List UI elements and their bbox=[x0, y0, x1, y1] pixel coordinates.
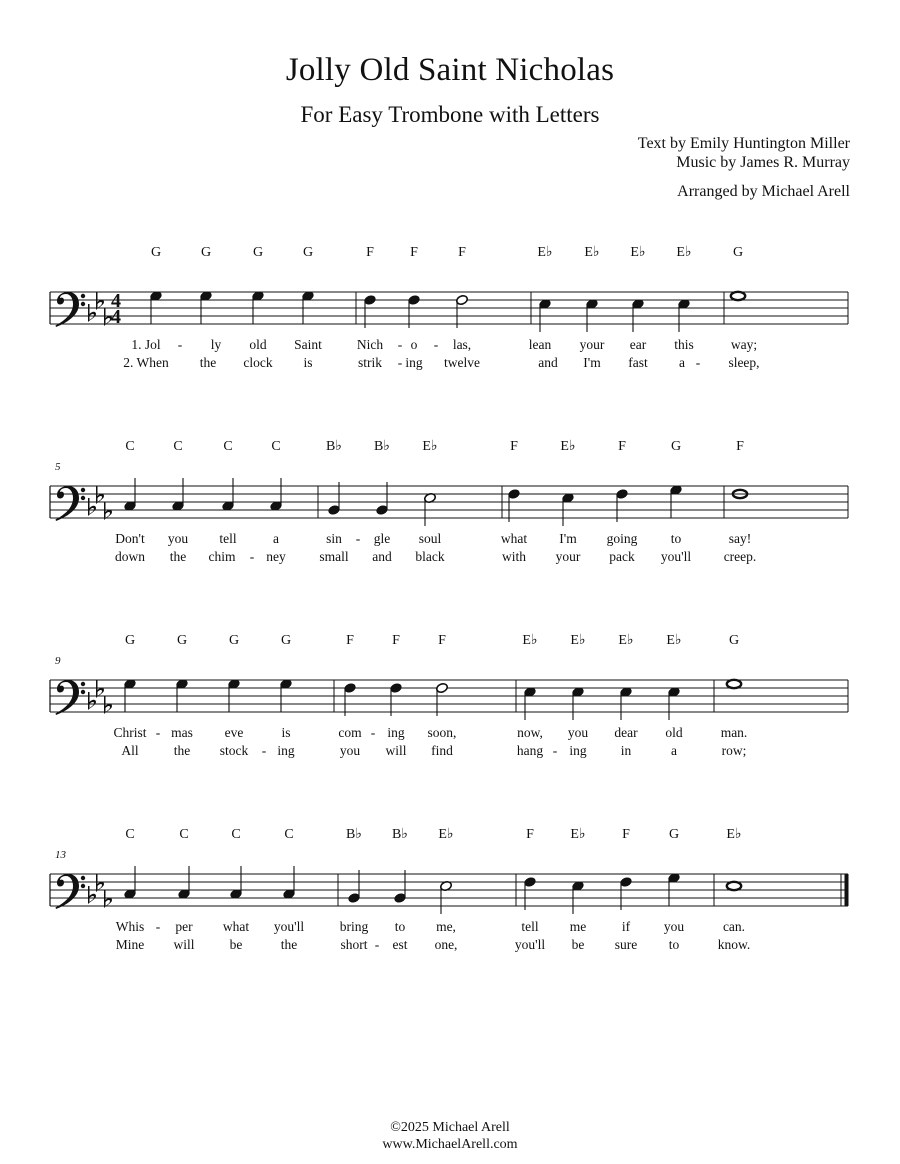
lyric-syllable: I'm bbox=[583, 355, 601, 370]
lyric-hyphen: - bbox=[155, 919, 161, 934]
note-letter: F bbox=[736, 439, 744, 454]
website-link[interactable]: www.MichaelArell.com bbox=[382, 1137, 518, 1152]
lyric-syllable: tell bbox=[219, 531, 237, 546]
lyric-syllable: Saint bbox=[294, 337, 322, 352]
lyric-syllable: row; bbox=[721, 743, 747, 758]
lyric-syllable: in bbox=[620, 743, 632, 758]
lyric-syllable: 2. When bbox=[123, 355, 169, 370]
lyric-hyphen: - bbox=[370, 725, 376, 740]
whole-note bbox=[727, 680, 741, 688]
lyric-hyphen: - bbox=[695, 355, 701, 370]
measure-number: 9 bbox=[55, 655, 61, 667]
lyric-syllable: lean bbox=[528, 337, 552, 352]
lyric-syllable: stock bbox=[219, 743, 249, 758]
lyric-syllable: know. bbox=[717, 937, 751, 952]
note-letter: F bbox=[410, 245, 418, 260]
note-letter: F bbox=[458, 245, 466, 260]
note-letter: G bbox=[200, 245, 212, 260]
note-letter: G bbox=[280, 633, 292, 648]
key-signature-flat-icon bbox=[96, 680, 104, 698]
lyric-syllable: pack bbox=[609, 549, 635, 564]
lyric-syllable: your bbox=[555, 549, 581, 564]
lyric-syllable: you bbox=[663, 919, 685, 934]
lyric-syllable: and bbox=[372, 549, 392, 564]
note-letter: F bbox=[346, 633, 354, 648]
lyric-syllable: gle bbox=[373, 531, 391, 546]
lyric-syllable: you bbox=[167, 531, 189, 546]
lyric-syllable: now, bbox=[517, 725, 543, 740]
note-letter: G bbox=[728, 633, 740, 648]
lyric-syllable: Don't bbox=[115, 531, 145, 546]
note-letter: G bbox=[252, 245, 264, 260]
lyric-syllable: bring bbox=[339, 919, 369, 934]
lyric-syllable: Mine bbox=[115, 937, 145, 952]
lyric-syllable: o bbox=[410, 337, 418, 352]
copyright-notice: ©2025 Michael Arell bbox=[390, 1120, 510, 1135]
lyric-syllable: the bbox=[199, 355, 217, 370]
song-subtitle: For Easy Trombone with Letters bbox=[300, 102, 600, 127]
lyric-syllable: eve bbox=[224, 725, 244, 740]
note-letter: G bbox=[732, 245, 744, 260]
whole-note bbox=[731, 292, 745, 300]
key-signature-flat-icon bbox=[96, 874, 104, 892]
arranger-credit: Arranged by Michael Arell bbox=[677, 183, 850, 200]
lyric-syllable: short bbox=[340, 937, 368, 952]
note-letter: B♭ bbox=[326, 439, 342, 454]
lyric-syllable: the bbox=[280, 937, 298, 952]
lyric-syllable: to bbox=[668, 937, 680, 952]
note-letter: C bbox=[284, 827, 294, 842]
lyric-syllable: be bbox=[229, 937, 243, 952]
lyric-syllable: ney bbox=[266, 549, 286, 564]
lyric-hyphen: - bbox=[355, 531, 361, 546]
note-letter: B♭ bbox=[346, 827, 362, 842]
note-letter: G bbox=[124, 633, 136, 648]
lyric-syllable: mas bbox=[171, 725, 193, 740]
key-signature-flat-icon bbox=[88, 498, 96, 516]
lyric-syllable: soul bbox=[418, 531, 442, 546]
lyric-syllable: Whis bbox=[115, 919, 145, 934]
lyric-hyphen: - bbox=[155, 725, 161, 740]
lyric-syllable: per bbox=[175, 919, 193, 934]
lyric-syllable: ly bbox=[210, 337, 222, 352]
key-signature-flat-icon bbox=[104, 502, 112, 520]
note-letter: E♭ bbox=[618, 633, 634, 648]
lyricist-credit: Text by Emily Huntington Miller bbox=[637, 135, 850, 152]
lyric-hyphen: - bbox=[433, 337, 439, 352]
note-letter: F bbox=[526, 827, 534, 842]
lyric-syllable: you'll bbox=[273, 919, 305, 934]
lyric-syllable: strik bbox=[357, 355, 383, 370]
lyric-syllable: 1. Jol bbox=[131, 337, 161, 352]
lyric-syllable: to bbox=[394, 919, 406, 934]
note-letter: E♭ bbox=[422, 439, 438, 454]
note-letter: E♭ bbox=[537, 245, 553, 260]
lyric-hyphen: - bbox=[249, 549, 255, 564]
lyric-syllable: ing bbox=[277, 743, 295, 758]
bass-clef-icon bbox=[56, 486, 86, 521]
lyric-syllable: a bbox=[679, 355, 685, 370]
lyric-syllable: one, bbox=[434, 937, 458, 952]
note-letter: C bbox=[179, 827, 189, 842]
note-letter: G bbox=[668, 827, 680, 842]
note-letter: E♭ bbox=[438, 827, 454, 842]
lyric-syllable: old bbox=[249, 337, 267, 352]
note-letter: E♭ bbox=[560, 439, 576, 454]
lyric-syllable: a bbox=[671, 743, 677, 758]
key-signature-flat-icon bbox=[96, 292, 104, 310]
lyric-syllable: las, bbox=[452, 337, 472, 352]
lyric-syllable: is bbox=[281, 725, 291, 740]
bass-clef-icon bbox=[56, 680, 86, 715]
lyric-syllable: you bbox=[339, 743, 361, 758]
lyric-syllable: hang bbox=[516, 743, 544, 758]
lyric-syllable: Nich bbox=[356, 337, 384, 352]
lyric-syllable: down bbox=[115, 549, 145, 564]
final-barline bbox=[845, 874, 849, 906]
key-signature-flat-icon bbox=[104, 696, 112, 714]
lyric-hyphen: - bbox=[261, 743, 267, 758]
lyric-syllable: me bbox=[569, 919, 587, 934]
note-letter: C bbox=[125, 439, 135, 454]
lyric-syllable: with bbox=[501, 549, 527, 564]
lyric-syllable: fast bbox=[628, 355, 648, 370]
note-letter: F bbox=[392, 633, 400, 648]
note-letter: F bbox=[622, 827, 630, 842]
lyric-syllable: All bbox=[121, 743, 139, 758]
measure-number: 5 bbox=[55, 461, 61, 473]
lyric-syllable: a bbox=[273, 531, 279, 546]
note-letter: F bbox=[510, 439, 518, 454]
lyric-syllable: is bbox=[303, 355, 313, 370]
lyric-syllable: will bbox=[173, 937, 195, 952]
lyric-syllable: man. bbox=[720, 725, 748, 740]
key-signature-flat-icon bbox=[88, 304, 96, 322]
note-letter: E♭ bbox=[630, 245, 646, 260]
lyric-syllable: dear bbox=[614, 725, 638, 740]
lyric-syllable: Christ bbox=[113, 725, 147, 740]
key-signature-flat-icon bbox=[96, 486, 104, 504]
song-title: Jolly Old Saint Nicholas bbox=[285, 52, 615, 88]
note-letter: E♭ bbox=[666, 633, 682, 648]
bass-clef-icon bbox=[56, 874, 86, 909]
lyric-syllable: me, bbox=[436, 919, 456, 934]
lyric-hyphen: - bbox=[177, 337, 183, 352]
note-letter: C bbox=[223, 439, 233, 454]
lyric-syllable: sleep, bbox=[728, 355, 760, 370]
lyric-syllable: small bbox=[319, 549, 349, 564]
note-letter: E♭ bbox=[570, 827, 586, 842]
lyric-syllable: creep. bbox=[723, 549, 757, 564]
lyric-syllable: this bbox=[674, 337, 694, 352]
lyric-syllable: old bbox=[665, 725, 683, 740]
note-letter: E♭ bbox=[584, 245, 600, 260]
lyric-syllable: will bbox=[385, 743, 407, 758]
lyric-syllable: ear bbox=[629, 337, 647, 352]
note-letter: C bbox=[271, 439, 281, 454]
note-letter: G bbox=[228, 633, 240, 648]
lyric-syllable: if bbox=[621, 919, 631, 934]
lyric-syllable: the bbox=[169, 549, 187, 564]
note-letter: B♭ bbox=[392, 827, 408, 842]
lyric-syllable: you bbox=[567, 725, 589, 740]
note-letter: F bbox=[366, 245, 374, 260]
note-letter: G bbox=[670, 439, 682, 454]
note-letter: C bbox=[125, 827, 135, 842]
composer-credit: Music by James R. Murray bbox=[676, 154, 850, 171]
note-letter: F bbox=[618, 439, 626, 454]
lyric-syllable: tell bbox=[521, 919, 539, 934]
note-letter: E♭ bbox=[726, 827, 742, 842]
note-letter: C bbox=[231, 827, 241, 842]
lyric-syllable: sin bbox=[326, 531, 342, 546]
lyric-syllable: you'll bbox=[514, 937, 546, 952]
lyric-syllable: clock bbox=[243, 355, 273, 370]
note-letter: B♭ bbox=[374, 439, 390, 454]
measure-number: 13 bbox=[55, 849, 66, 861]
lyric-syllable: going bbox=[606, 531, 638, 546]
time-signature-top: 4 bbox=[111, 290, 121, 312]
lyric-syllable: find bbox=[431, 743, 453, 758]
lyric-hyphen: - bbox=[397, 355, 403, 370]
lyric-syllable: est bbox=[392, 937, 408, 952]
lyric-hyphen: - bbox=[397, 337, 403, 352]
lyric-syllable: ing bbox=[569, 743, 587, 758]
note-letter: G bbox=[302, 245, 314, 260]
lyric-hyphen: - bbox=[552, 743, 558, 758]
lyric-syllable: chim bbox=[208, 549, 236, 564]
note-letter: G bbox=[176, 633, 188, 648]
lyric-syllable: say! bbox=[728, 531, 752, 546]
note-letter: C bbox=[173, 439, 183, 454]
lyric-syllable: way; bbox=[730, 337, 758, 352]
lyric-syllable: the bbox=[173, 743, 191, 758]
key-signature-flat-icon bbox=[88, 692, 96, 710]
lyric-syllable: com bbox=[338, 725, 362, 740]
note-letter: E♭ bbox=[570, 633, 586, 648]
lyric-syllable: ing bbox=[405, 355, 423, 370]
whole-note bbox=[727, 882, 741, 890]
lyric-syllable: what bbox=[222, 919, 250, 934]
lyric-syllable: your bbox=[579, 337, 605, 352]
lyric-syllable: sure bbox=[614, 937, 638, 952]
lyric-syllable: to bbox=[670, 531, 682, 546]
lyric-syllable: what bbox=[500, 531, 528, 546]
lyric-syllable: you'll bbox=[660, 549, 692, 564]
lyric-syllable: twelve bbox=[444, 355, 480, 370]
lyric-syllable: ing bbox=[387, 725, 405, 740]
lyric-syllable: soon, bbox=[427, 725, 457, 740]
key-signature-flat-icon bbox=[104, 890, 112, 908]
note-letter: E♭ bbox=[522, 633, 538, 648]
lyric-syllable: and bbox=[538, 355, 558, 370]
time-signature-bottom: 4 bbox=[111, 306, 121, 328]
lyric-syllable: can. bbox=[722, 919, 746, 934]
lyric-syllable: black bbox=[415, 549, 445, 564]
key-signature-flat-icon bbox=[88, 886, 96, 904]
lyric-syllable: be bbox=[571, 937, 585, 952]
note-letter: F bbox=[438, 633, 446, 648]
note-letter: E♭ bbox=[676, 245, 692, 260]
lyric-syllable: I'm bbox=[559, 531, 577, 546]
bass-clef-icon bbox=[56, 292, 86, 327]
lyric-hyphen: - bbox=[374, 937, 380, 952]
note-letter: G bbox=[150, 245, 162, 260]
